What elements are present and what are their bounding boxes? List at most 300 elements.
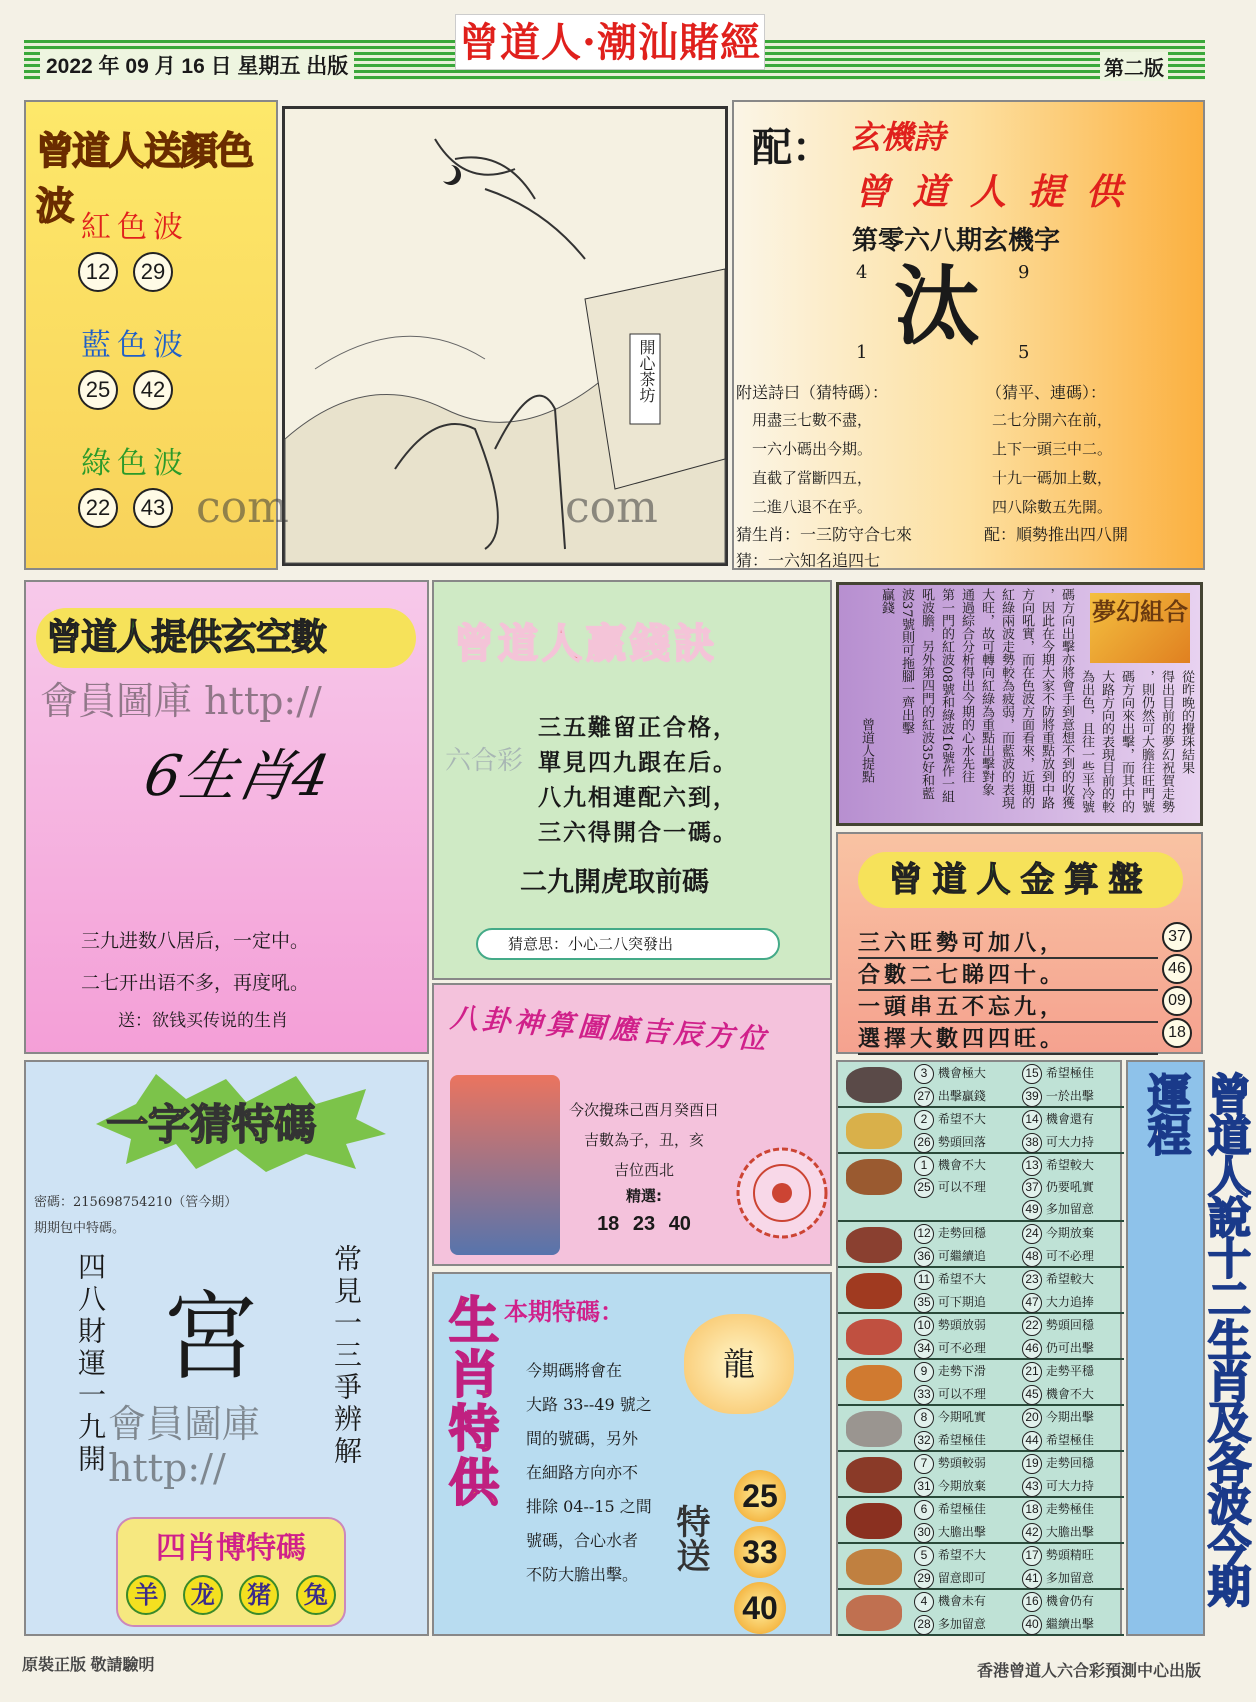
fortune-text: 今期放棄 [937, 1479, 986, 1493]
color-wave-panel [24, 100, 278, 570]
zodiac-row-horse [838, 1360, 1124, 1406]
fortune-entry [1022, 1429, 1094, 1452]
fortune-text: 可以不理 [937, 1180, 986, 1194]
fortune-entry [1022, 1383, 1094, 1406]
special-zodiac: 龍 [684, 1314, 794, 1414]
poem-left-heading: 附送詩曰（猜特碼）： [736, 383, 889, 402]
zodiac-snake-icon [846, 1319, 902, 1355]
corner-number: 4 [856, 262, 868, 283]
wave-label: 藍色波 [81, 328, 189, 363]
zodiac-fortune-column [914, 1360, 986, 1406]
fortune-entry [914, 1108, 986, 1131]
fortune-number: 16 [1022, 1592, 1042, 1612]
four-zodiac-box [116, 1517, 346, 1627]
dream-column: 紅綠兩波走勢較為疲弱，而藍波的表現 [999, 588, 1014, 809]
win-secret-note [476, 928, 780, 960]
number-ball: 43 [133, 488, 173, 528]
corner-number: 5 [1018, 342, 1030, 363]
zodiac-fortune-column [1022, 1544, 1094, 1590]
fortune-entry [1022, 1198, 1094, 1220]
four-zodiac-item: 兔 [296, 1575, 336, 1615]
fortune-number: 42 [1022, 1523, 1042, 1543]
calc-line: 選擇大數四四旺。 [858, 1022, 1158, 1055]
zodiac-goat-icon [846, 1411, 902, 1447]
fortune-entry [1022, 1475, 1094, 1498]
dream-combo-panel [836, 582, 1203, 826]
fortune-text: 一於出擊 [1045, 1089, 1094, 1103]
fortune-text: 走勢下滑 [937, 1364, 986, 1378]
special-number: 33 [734, 1526, 786, 1578]
teahouse-sign: 開心茶坊 [637, 339, 656, 403]
fortune-number: 12 [914, 1224, 934, 1244]
fortune-entry [1022, 1452, 1094, 1475]
win-secret-highlight: 二九開虎取前碼 [520, 867, 709, 898]
fortune-text: 仍可出擊 [1045, 1341, 1094, 1355]
dream-column: 碼方向出擊亦將會手到意想不到的收獲 [1059, 588, 1074, 809]
fortune-entry [1022, 1498, 1094, 1521]
fortune-entry [914, 1360, 986, 1383]
zodiac-fortune-column [1022, 1222, 1094, 1268]
fortune-entry [914, 1291, 986, 1314]
fortune-entry [914, 1314, 986, 1337]
dream-column: 得出目前的夢幻祝賀走勢 [1159, 670, 1174, 813]
poem-right-heading: （猜平、連碼）： [986, 383, 1107, 402]
watermark: 六合彩 [445, 746, 524, 776]
fortune-number: 9 [914, 1362, 934, 1382]
fortune-text: 希望不大 [937, 1112, 986, 1126]
fortune-text: 大膽出擊 [1045, 1525, 1094, 1539]
xuankong-send: 送：欲钱买传说的生肖 [118, 1011, 288, 1031]
fortune-entry [1022, 1245, 1094, 1268]
zodiac-pig-icon [846, 1595, 902, 1631]
bagua-line: 吉數為子，丑，亥 [583, 1131, 704, 1149]
fortune-entry [1022, 1360, 1094, 1383]
zodiac-fortune-list [836, 1060, 1122, 1636]
fortune-number: 44 [1022, 1431, 1042, 1451]
fortune-number: 23 [1022, 1270, 1042, 1290]
footer-left: 原裝正版 敬請驗明 [22, 1657, 155, 1674]
zodiac-row-goat [838, 1406, 1124, 1452]
bagua-compass-icon [734, 1145, 830, 1241]
bagua-line: 今次攪珠己酉月癸酉日 [568, 1101, 719, 1119]
four-zodiac-title: 四肖博特碼 [156, 1531, 306, 1566]
fortune-entry [1022, 1268, 1094, 1291]
zodiac-fortune-column [914, 1222, 986, 1268]
color-wave-title: 曾道人送顏色波 [36, 129, 253, 228]
fortune-text: 大力追捧 [1045, 1295, 1094, 1309]
fortune-text: 勢頭放弱 [937, 1318, 986, 1332]
code-line-2: 期期包中特碼。 [34, 1221, 126, 1236]
fortune-number: 4 [914, 1592, 934, 1612]
calc-title: 曾道人金算盤 [858, 852, 1183, 908]
number-ball: 42 [133, 370, 173, 410]
special-text-line: 大路 33--49 號之 [526, 1395, 652, 1414]
fortune-text: 走勢回穩 [1045, 1456, 1094, 1470]
fortune-banner [1126, 1060, 1251, 1636]
zodiac-row-dog [838, 1544, 1124, 1590]
zodiac-fortune-column [1022, 1590, 1094, 1636]
fortune-entry [914, 1567, 986, 1590]
poem-line: 一六小碼出今期。 [752, 440, 873, 458]
win-secret-line: 單見四九跟在后。 [538, 749, 738, 776]
illustration [282, 106, 728, 566]
fortune-entry [1022, 1544, 1094, 1567]
fortune-entry [914, 1245, 986, 1268]
bagua-title: 八卦神算圖應吉辰方位 [449, 1000, 771, 1057]
fortune-entry [1022, 1567, 1094, 1590]
fortune-number: 20 [1022, 1408, 1042, 1428]
zodiac-row-rat [838, 1062, 1124, 1108]
fortune-number: 3 [914, 1064, 934, 1084]
corner-number: 9 [1018, 262, 1030, 283]
code-line: 密碼：215698754210（管今期） [34, 1195, 238, 1210]
dream-column: 從昨晚的攪珠結果 [1179, 670, 1194, 774]
fortune-entry [914, 1521, 986, 1544]
calc-number: 18 [1162, 1018, 1192, 1048]
fortune-text: 可不必理 [937, 1341, 986, 1355]
fortune-entry [914, 1544, 986, 1567]
dream-column: 大路方向的表現目前的較 [1099, 670, 1114, 813]
pick-number: 18 [597, 1213, 620, 1235]
zodiac-fortune-column [914, 1590, 986, 1636]
poem-title: 玄機詩 [849, 118, 946, 156]
fortune-text: 今期放棄 [1045, 1226, 1094, 1240]
special-text-line: 在細路方向亦不 [526, 1463, 639, 1482]
fortune-text: 走勢回穩 [937, 1226, 986, 1240]
fortune-number: 31 [914, 1477, 934, 1497]
win-secret-title: 曾道人贏錢訣 [454, 621, 718, 667]
watermark: com [196, 482, 289, 533]
fortune-number: 17 [1022, 1546, 1042, 1566]
fortune-text: 機會仍有 [1045, 1594, 1094, 1608]
warrior-picture [450, 1075, 560, 1255]
fortune-text: 希望極佳 [1045, 1433, 1094, 1447]
special-send-label: 特送 [670, 1504, 710, 1572]
xuankong-line: 二七开出语不多，再度吼。 [81, 972, 310, 994]
win-secret-line: 三五難留正合格， [538, 714, 738, 741]
fortune-number: 36 [914, 1247, 934, 1267]
dream-column: 方向吼實，而在色波方面看來，近期的 [1019, 588, 1034, 809]
fortune-text: 機會不大 [1045, 1387, 1094, 1401]
fortune-number: 40 [1022, 1615, 1042, 1635]
special-number: 25 [734, 1470, 786, 1522]
fortune-text: 仍要吼實 [1045, 1180, 1094, 1194]
wave-label: 綠色波 [81, 446, 189, 481]
fortune-entry [914, 1222, 986, 1245]
fortune-number: 24 [1022, 1224, 1042, 1244]
fortune-number: 32 [914, 1431, 934, 1451]
fortune-text: 希望不大 [937, 1548, 986, 1562]
zodiac-dragon-icon [846, 1273, 902, 1309]
watermark: com [565, 482, 658, 533]
poem-line: 用盡三七數不盡， [752, 411, 873, 429]
fortune-number: 10 [914, 1316, 934, 1336]
win-secret-panel [432, 580, 832, 980]
dream-column: 為出色，且往一些半冷號 [1079, 670, 1094, 813]
xuankong-title: 曾道人提供玄空數 [36, 608, 416, 668]
xuankong-panel [24, 580, 429, 1054]
poem-line: 上下一頭三中二。 [992, 440, 1113, 458]
fortune-text: 機會還有 [1045, 1112, 1094, 1126]
zodiac-fortune-column [914, 1268, 986, 1314]
fortune-entry [914, 1475, 986, 1498]
fortune-entry [914, 1062, 986, 1085]
zodiac-fortune-column [914, 1544, 986, 1590]
calc-line: 三六旺勢可加八， [858, 926, 1158, 959]
zodiac-row-tiger [838, 1154, 1124, 1222]
win-secret-line: 八九相連配六到， [538, 784, 738, 811]
fortune-text: 可下期追 [937, 1295, 986, 1309]
fortune-number: 11 [914, 1270, 934, 1290]
fortune-number: 27 [914, 1087, 934, 1107]
poem-line: 二七分開六在前， [992, 411, 1113, 429]
fortune-text: 機會未有 [937, 1594, 986, 1608]
fortune-number: 48 [1022, 1247, 1042, 1267]
poem-line: 十九一碼加上數， [992, 469, 1113, 487]
dream-column: 大旺，故可轉向紅綠為重點出擊對象 [979, 588, 994, 796]
fortune-number: 14 [1022, 1110, 1042, 1130]
fortune-entry [1022, 1337, 1094, 1360]
guess-line: 猜：一六知名追四七 [736, 551, 881, 570]
guess-character: 宮 [162, 1281, 258, 1393]
note-label: 猜意思： [508, 935, 569, 953]
fortune-entry [1022, 1062, 1094, 1085]
mystery-character: 汰 [894, 256, 980, 357]
fortune-text: 希望較大 [1045, 1158, 1094, 1172]
zodiac-fortune-column [914, 1314, 986, 1360]
zodiac-fortune-column [1022, 1108, 1094, 1154]
fortune-number: 8 [914, 1408, 934, 1428]
wave-label: 紅色波 [81, 210, 189, 245]
fortune-text: 希望較大 [1045, 1272, 1094, 1286]
zodiac-fortune-column [1022, 1154, 1094, 1220]
zodiac-fortune-column [1022, 1314, 1094, 1360]
fortune-number: 28 [914, 1615, 934, 1635]
dream-column: 波37號則可拖腳一齊出擊 [899, 588, 914, 735]
bagua-panel [432, 983, 832, 1266]
xuankong-line: 三九进数八居后，一定中。 [81, 930, 310, 952]
zodiac-fortune-column [914, 1498, 986, 1544]
zodiac-ox-icon [846, 1113, 902, 1149]
fortune-text: 走勢平穩 [1045, 1364, 1094, 1378]
zodiac-row-snake [838, 1314, 1124, 1360]
zodiac-fortune-column [1022, 1062, 1094, 1108]
dream-column: 吼波膽，另外第四門的紅波35好和藍 [919, 588, 934, 800]
fortune-number: 6 [914, 1500, 934, 1520]
fortune-number: 41 [1022, 1569, 1042, 1589]
fortune-number: 18 [1022, 1500, 1042, 1520]
fortune-entry [914, 1383, 986, 1406]
special-text-line: 號碼，合心水者 [526, 1531, 639, 1550]
fortune-text: 可以不理 [937, 1387, 986, 1401]
special-text-line: 排除 04--15 之間 [526, 1497, 652, 1516]
fortune-text: 留意即可 [937, 1571, 986, 1585]
fortune-text: 出擊贏錢 [937, 1089, 986, 1103]
zodiac-horse-icon [846, 1365, 902, 1401]
fortune-number: 22 [1022, 1316, 1042, 1336]
fortune-number: 39 [1022, 1087, 1042, 1107]
fortune-text: 走勢極佳 [1045, 1502, 1094, 1516]
zodiac-fortune-column [914, 1154, 986, 1198]
dream-column: ，則仍然可大膽往旺門號 [1139, 670, 1154, 813]
handwritten-scribble: 6生肖4 [139, 744, 335, 809]
dream-column: 碼方向來出擊，而其中的 [1119, 670, 1134, 813]
zodiac-row-dragon [838, 1268, 1124, 1314]
special-panel [432, 1272, 832, 1636]
poem-panel [732, 100, 1205, 570]
fortune-text: 勢頭精旺 [1045, 1548, 1094, 1562]
dream-column: 贏錢 [879, 588, 894, 614]
fortune-text: 今期吼實 [937, 1410, 986, 1424]
fortune-text: 希望極佳 [1045, 1066, 1094, 1080]
number-ball: 29 [133, 252, 173, 292]
fortune-entry [1022, 1108, 1094, 1131]
fortune-number: 34 [914, 1339, 934, 1359]
special-text-line: 間的號碼，另外 [526, 1429, 639, 1448]
pei-label: 配： [752, 125, 832, 171]
left-hint-column: 四八財運一九開 [74, 1252, 107, 1476]
one-char-panel [24, 1060, 429, 1636]
fortune-text: 多加留意 [1045, 1571, 1094, 1585]
fortune-entry [1022, 1613, 1094, 1636]
zodiac-fortune-column [1022, 1360, 1094, 1406]
poem-line: 直截了當斷四五， [752, 469, 873, 487]
four-zodiac-item: 猪 [239, 1575, 279, 1615]
fortune-entry [914, 1452, 986, 1475]
fortune-entry [914, 1498, 986, 1521]
special-text-line: 今期碼將會在 [526, 1361, 623, 1380]
fortune-number: 46 [1022, 1339, 1042, 1359]
zodiac-special-banner: 生肖特供 [441, 1294, 499, 1510]
fortune-entry [1022, 1291, 1094, 1314]
fortune-entry [914, 1406, 986, 1429]
fortune-number: 49 [1022, 1200, 1042, 1220]
fortune-entry [1022, 1222, 1094, 1245]
zodiac-row-rooster [838, 1498, 1124, 1544]
calc-panel [836, 832, 1203, 1054]
fortune-entry [1022, 1154, 1094, 1176]
fortune-text: 機會不大 [937, 1158, 986, 1172]
pick-label: 精選: [626, 1187, 662, 1205]
calc-number: 46 [1162, 954, 1192, 984]
edition-label: 第二版 [1100, 52, 1168, 81]
fortune-text: 勢頭回落 [937, 1135, 986, 1149]
zodiac-fortune-column [914, 1452, 986, 1498]
fortune-number: 1 [914, 1156, 934, 1176]
right-hint-column: 常見一三爭辨解 [330, 1244, 363, 1468]
fortune-text: 可繼續追 [937, 1249, 986, 1263]
zodiac-fortune-column [914, 1062, 986, 1108]
bagua-line: 吉位西北 [613, 1161, 674, 1179]
dream-column: 第一門的紅波08號和綠波16號作一組 [939, 588, 954, 804]
fortune-entry [914, 1131, 986, 1154]
number-ball: 25 [78, 370, 118, 410]
footer-right: 香港曾道人六合彩預測中心出版 [976, 1663, 1201, 1680]
fortune-number: 35 [914, 1293, 934, 1313]
fortune-text: 勢頭回穩 [1045, 1318, 1094, 1332]
fortune-number: 30 [914, 1523, 934, 1543]
fortune-number: 2 [914, 1110, 934, 1130]
pei-line: 配：順勢推出四八開 [984, 525, 1129, 544]
zodiac-fortune-column [914, 1108, 986, 1154]
fortune-number: 13 [1022, 1156, 1042, 1176]
fortune-entry [1022, 1085, 1094, 1108]
issue-label: 第零六八期玄機字 [852, 226, 1061, 256]
fortune-entry [914, 1154, 986, 1176]
watermark: 會員圖庫 http:// [108, 1402, 261, 1490]
fortune-number: 21 [1022, 1362, 1042, 1382]
poem-provider: 曾道人提供 [854, 172, 1145, 213]
fortune-text: 希望不大 [937, 1272, 986, 1286]
fortune-number: 26 [914, 1133, 934, 1153]
fortune-entry [914, 1613, 986, 1636]
publish-date: 2022 年 09 月 16 日 星期五 出版 [40, 50, 354, 80]
dream-sign: 曾道人提點 [859, 718, 874, 783]
dream-combo-title: 夢幻組合 [1090, 593, 1190, 663]
zodiac-row-rabbit [838, 1222, 1124, 1268]
fortune-entry [1022, 1521, 1094, 1544]
number-ball: 22 [78, 488, 118, 528]
watermark: 會員圖庫 http:// [40, 679, 322, 723]
special-number: 40 [734, 1582, 786, 1634]
win-secret-line: 三六得開合一碼。 [538, 819, 738, 846]
corner-number: 1 [856, 342, 868, 363]
zodiac-row-monkey [838, 1452, 1124, 1498]
calc-line: 一頭串五不忘九， [858, 990, 1158, 1023]
zodiac-dog-icon [846, 1549, 902, 1585]
zodiac-rooster-icon [846, 1503, 902, 1539]
fortune-text: 勢頭較弱 [937, 1456, 986, 1470]
guess-zodiac: 猜生肖：一三防守合七來 [736, 525, 913, 544]
fortune-text: 可大力持 [1045, 1479, 1094, 1493]
zodiac-row-pig [838, 1590, 1124, 1636]
fortune-entry [1022, 1406, 1094, 1429]
poem-line: 二進八退不在乎。 [752, 498, 873, 516]
fortune-banner-text: 曾道人說十二生肖及各波今期運程 [1141, 1072, 1251, 1605]
fortune-number: 47 [1022, 1293, 1042, 1313]
note-text: 小心二八突發出 [568, 935, 674, 953]
poem-line: 四八除數五先開。 [992, 498, 1113, 516]
fortune-entry [914, 1268, 986, 1291]
special-title: 本期特碼： [504, 1298, 624, 1326]
fortune-number: 33 [914, 1385, 934, 1405]
zodiac-monkey-icon [846, 1457, 902, 1493]
fortune-text: 可不必理 [1045, 1249, 1094, 1263]
fortune-text: 機會極大 [937, 1066, 986, 1080]
fortune-entry [914, 1176, 986, 1198]
dream-column: ，因此在今期大家不防將重點放到中路 [1039, 588, 1054, 809]
zodiac-fortune-column [1022, 1498, 1094, 1544]
one-char-title: 一字猜特碼 [106, 1100, 317, 1149]
fortune-entry [914, 1590, 986, 1613]
fortune-text: 大膽出擊 [937, 1525, 986, 1539]
fortune-text: 可大力持 [1045, 1135, 1094, 1149]
calc-number: 09 [1162, 986, 1192, 1016]
fortune-text: 多加留意 [1045, 1202, 1094, 1216]
four-zodiac-item: 羊 [126, 1575, 166, 1615]
zodiac-fortune-column [1022, 1406, 1094, 1452]
fortune-text: 今期出擊 [1045, 1410, 1094, 1424]
zodiac-fortune-column [1022, 1452, 1094, 1498]
fortune-text: 多加留意 [937, 1617, 986, 1631]
fortune-entry [1022, 1590, 1094, 1613]
illustration-drawing [285, 109, 725, 563]
number-ball: 12 [78, 252, 118, 292]
fortune-entry [1022, 1176, 1094, 1198]
fortune-number: 43 [1022, 1477, 1042, 1497]
fortune-number: 5 [914, 1546, 934, 1566]
zodiac-fortune-column [1022, 1268, 1094, 1314]
